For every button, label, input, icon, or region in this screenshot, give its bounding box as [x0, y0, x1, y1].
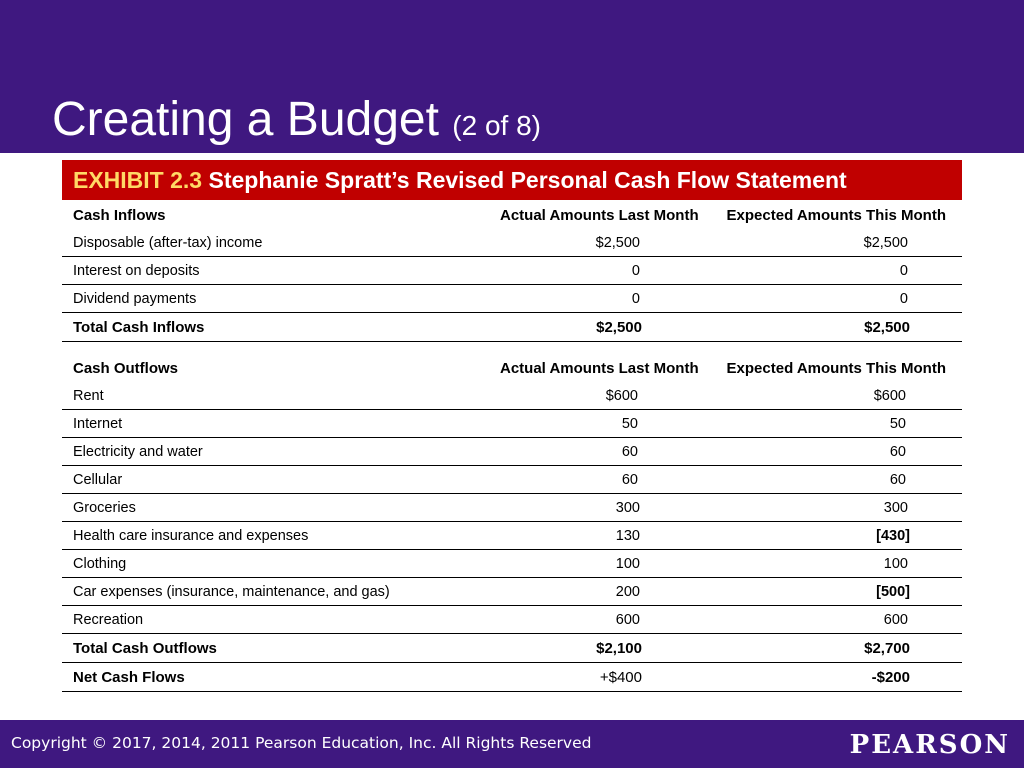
row-label: Rent — [62, 382, 412, 410]
net-cash-flows-expected: -$200 — [580, 663, 848, 692]
row-expected: 60 — [580, 438, 848, 466]
inflows-header-actual: Actual Amounts Last Month — [500, 206, 699, 224]
inflows-total-row — [62, 313, 962, 342]
row-label: Interest on deposits — [62, 257, 412, 285]
row-expected: 300 — [580, 494, 848, 522]
row-label: Dividend payments — [62, 285, 412, 313]
net-cash-flows-label: Net Cash Flows — [62, 663, 412, 692]
row-expected: 60 — [580, 466, 848, 494]
table-row — [62, 438, 962, 466]
slide-title-text: Creating a Budget — [52, 93, 439, 146]
row-actual: 60 — [412, 438, 580, 466]
row-actual: 50 — [412, 410, 580, 438]
row-expected: 50 — [580, 410, 848, 438]
table-row — [62, 257, 962, 285]
row-expected: [500] — [580, 578, 848, 606]
inflows-header-label: Cash Inflows — [73, 206, 166, 224]
row-label: Health care insurance and expenses — [62, 522, 412, 550]
row-expected: 600 — [580, 606, 848, 634]
row-label: Clothing — [62, 550, 412, 578]
row-expected: 0 — [580, 285, 848, 313]
inflows-total-expected: $2,500 — [580, 313, 848, 342]
table-row — [62, 522, 962, 550]
outflows-total-label: Total Cash Outflows — [62, 634, 412, 663]
inflows-header-expected: Expected Amounts This Month — [726, 206, 946, 224]
net-cash-flows-row — [62, 663, 962, 692]
row-actual: 0 — [412, 285, 580, 313]
table-row — [62, 285, 962, 313]
table-row — [62, 382, 962, 410]
row-actual: 130 — [412, 522, 580, 550]
inflows-total-actual: $2,500 — [412, 313, 580, 342]
row-label: Disposable (after-tax) income — [62, 229, 412, 257]
table-row — [62, 550, 962, 578]
row-label: Recreation — [62, 606, 412, 634]
row-actual: 100 — [412, 550, 580, 578]
copyright-text: Copyright © 2017, 2014, 2011 Pearson Education, Inc. All Rights Reserved — [11, 734, 592, 752]
cash-flow-table — [62, 201, 962, 692]
row-expected: $2,500 — [580, 229, 848, 257]
row-label: Internet — [62, 410, 412, 438]
row-actual: 0 — [412, 257, 580, 285]
row-label: Groceries — [62, 494, 412, 522]
row-label: Car expenses (insurance, maintenance, and gas) — [62, 578, 412, 606]
row-actual: $2,500 — [412, 229, 580, 257]
inflows-total-label: Total Cash Inflows — [62, 313, 412, 342]
pearson-logo: PEARSON — [849, 730, 1010, 760]
row-actual: 200 — [412, 578, 580, 606]
exhibit-title: Stephanie Spratt’s Revised Personal Cash Flow Statement — [208, 167, 847, 193]
row-actual: 300 — [412, 494, 580, 522]
row-expected: 0 — [580, 257, 848, 285]
row-actual: 60 — [412, 466, 580, 494]
table-row — [62, 578, 962, 606]
slide-title-suffix: (2 of 8) — [452, 110, 541, 141]
row-label: Electricity and water — [62, 438, 412, 466]
exhibit-number: EXHIBIT 2.3 — [73, 167, 203, 193]
outflows-header-row — [62, 354, 962, 382]
table-row — [62, 410, 962, 438]
inflows-header-row — [62, 201, 962, 229]
row-expected: 100 — [580, 550, 848, 578]
exhibit-title-bar — [62, 160, 962, 200]
outflows-header-expected: Expected Amounts This Month — [726, 359, 946, 377]
slide-title — [52, 91, 541, 155]
table-row — [62, 494, 962, 522]
slide-header — [0, 0, 1024, 153]
table-row — [62, 606, 962, 634]
outflows-total-expected: $2,700 — [580, 634, 848, 663]
outflows-header-label: Cash Outflows — [73, 359, 179, 377]
outflows-total-row — [62, 634, 962, 663]
slide-footer — [0, 720, 1024, 768]
table-row — [62, 229, 962, 257]
row-expected: [430] — [580, 522, 848, 550]
row-label: Cellular — [62, 466, 412, 494]
row-actual: 600 — [412, 606, 580, 634]
net-cash-flows-actual: +$400 — [412, 663, 580, 692]
outflows-header-actual: Actual Amounts Last Month — [500, 359, 699, 377]
table-row — [62, 466, 962, 494]
outflows-total-actual: $2,100 — [412, 634, 580, 663]
row-expected: $600 — [580, 382, 848, 410]
row-actual: $600 — [412, 382, 580, 410]
